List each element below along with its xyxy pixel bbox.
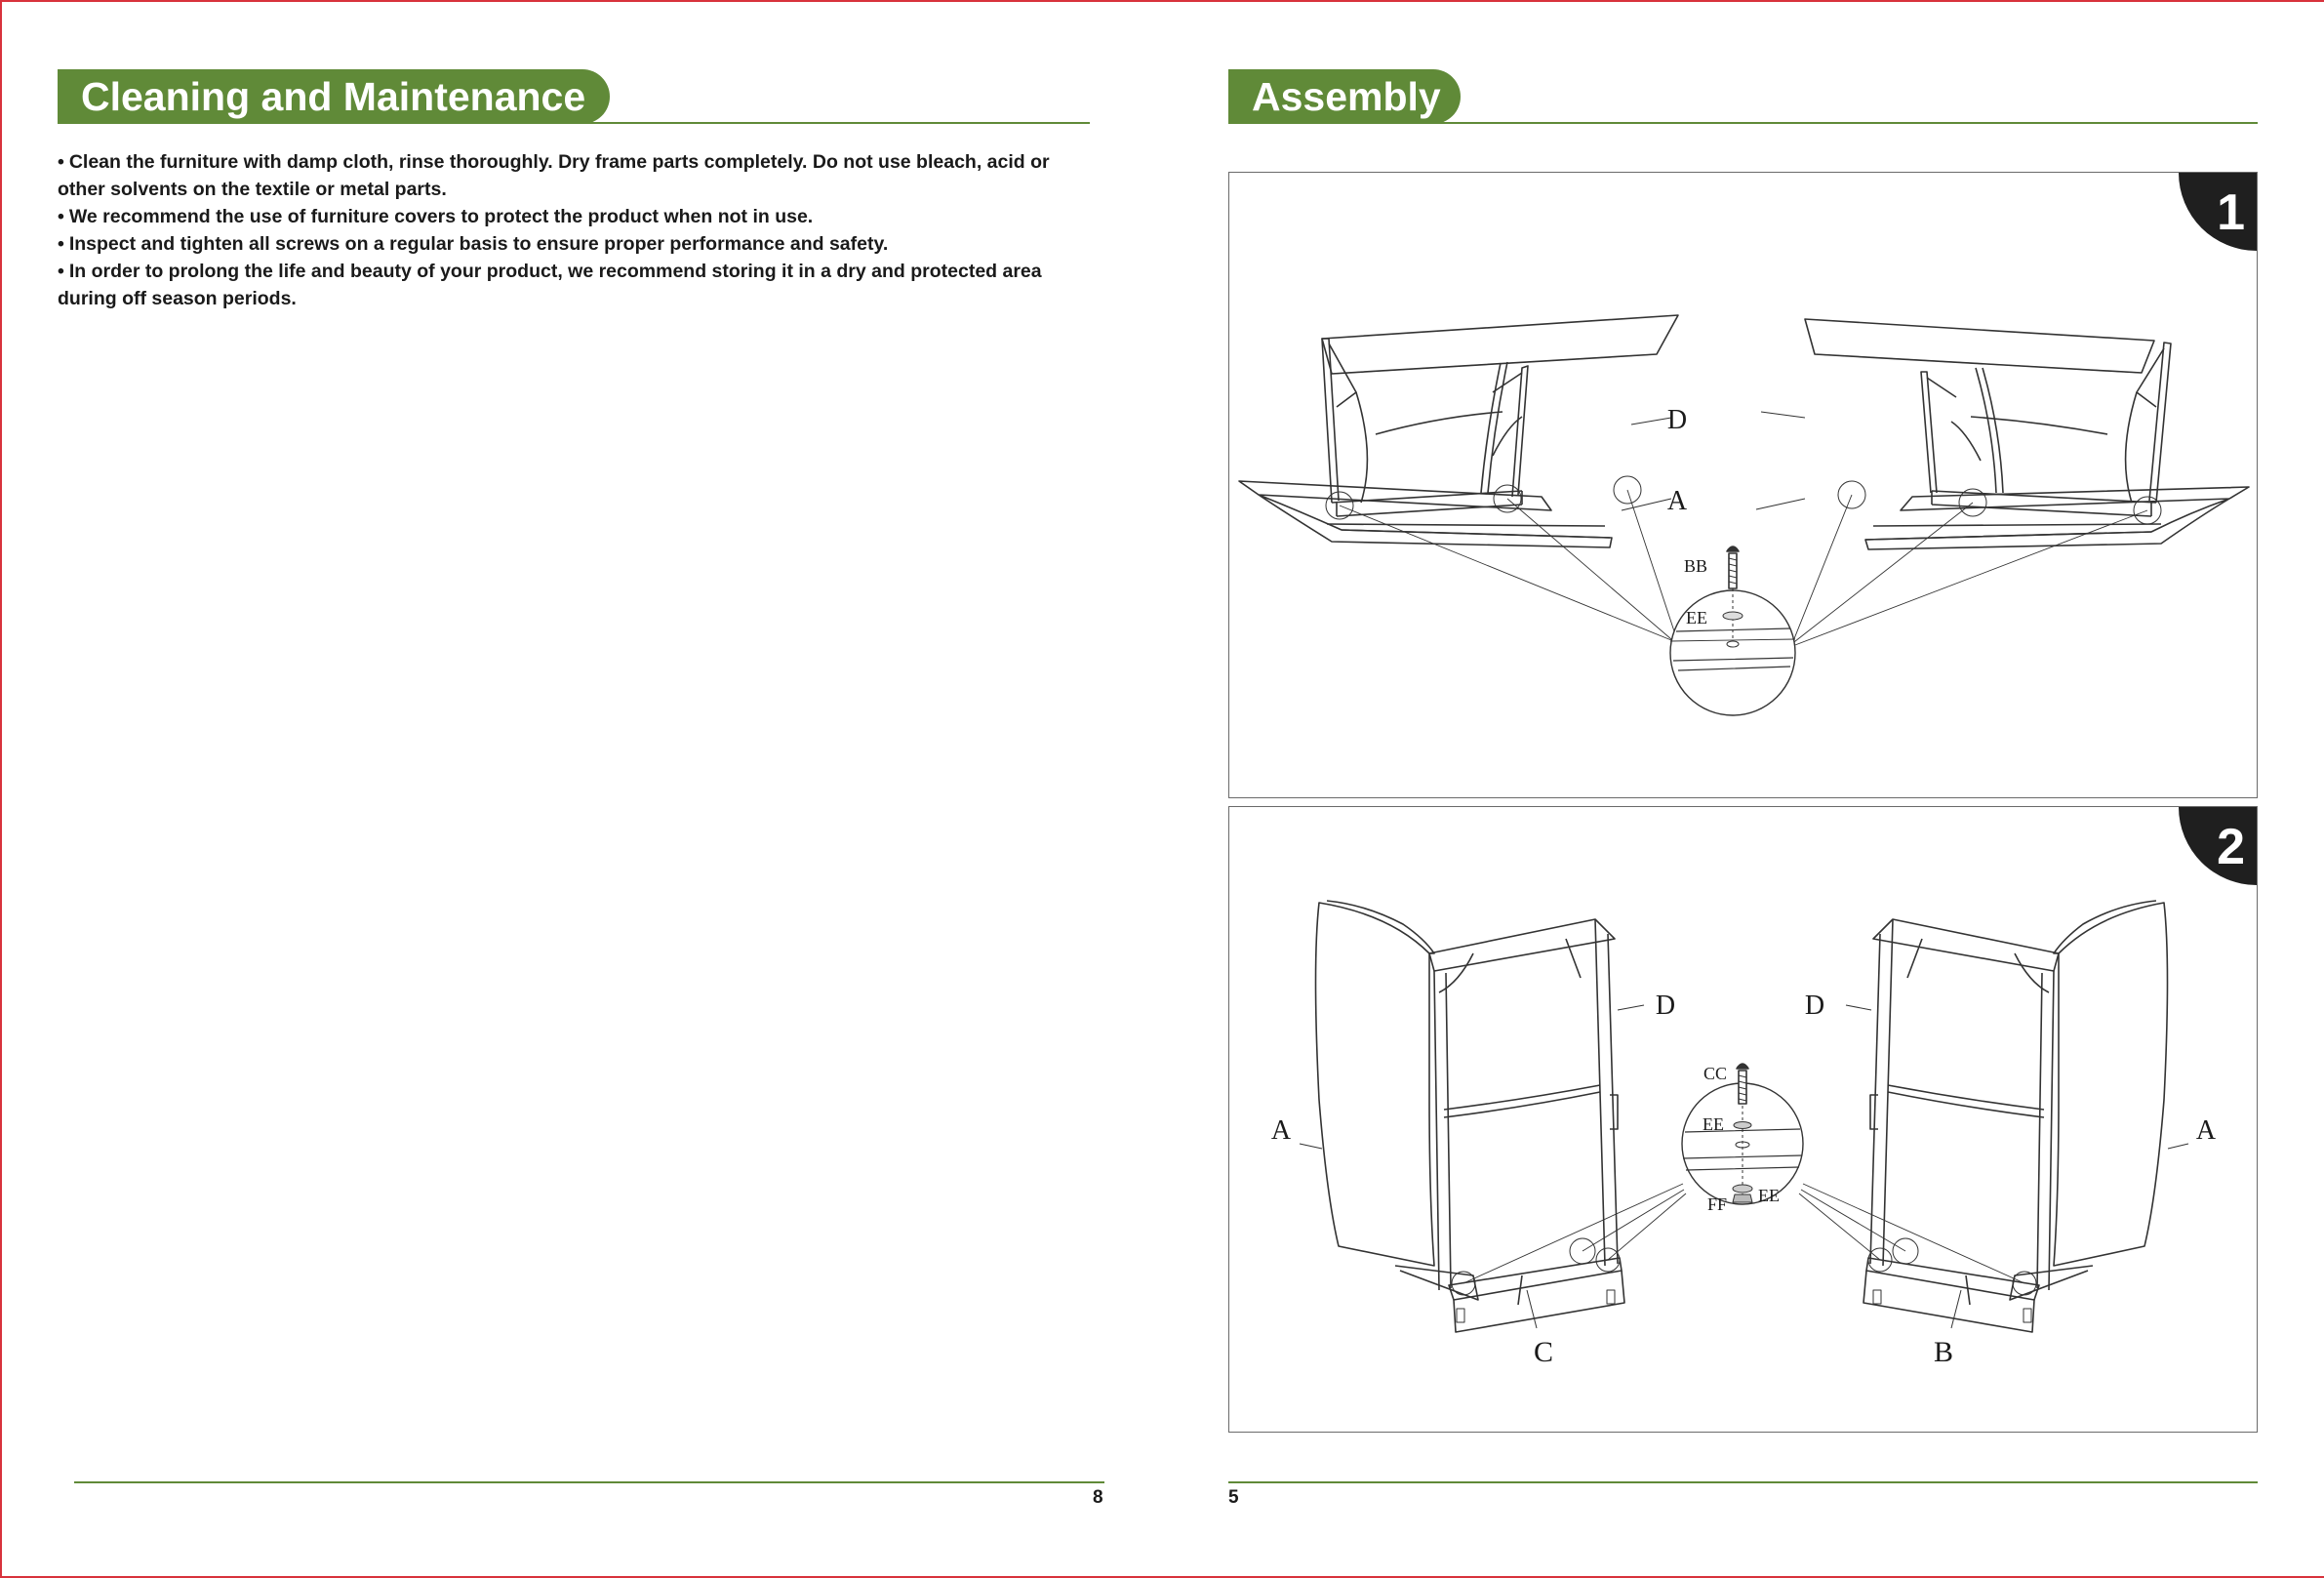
list-item: • Clean the furniture with damp cloth, rinse thoroughly. Dry frame parts completely. Do not use bleach, acid or other solvents on the textile or metal parts. [58,151,1050,200]
label-d-left: D [1655,991,1676,1021]
cleaning-heading: Cleaning and Maintenance [58,69,610,124]
page-number-left: 8 [1093,1487,1103,1508]
assembly-heading-rule [1228,122,2258,124]
label-b: B [1933,1336,1954,1368]
bullet-dot: • [58,261,64,282]
page-edge-top [0,0,2324,2]
cleaning-heading-rule [58,122,1090,124]
label-ee-bottom: EE [1758,1186,1780,1205]
step-number-badge: 1 [2179,173,2257,251]
list-item: • Inspect and tighten all screws on a regular basis to ensure proper performance and safety. [58,233,889,255]
assembly-heading: Assembly [1228,69,1461,124]
footer-rule-right [1228,1481,2258,1483]
step-2-diagram [1229,807,2258,1433]
label-bb: BB [1683,556,1707,576]
bullet-dot: • [58,206,64,227]
step-number-badge: 2 [2179,807,2257,885]
label-cc: CC [1703,1064,1727,1083]
label-c: C [1533,1336,1554,1368]
list-item: • We recommend the use of furniture covers to protect the product when not in use. [58,206,814,227]
assembly-step-2 [1228,806,2258,1433]
label-a-right: A [2195,1115,2217,1146]
label-d: D [1666,405,1688,435]
bullet-dot: • [58,151,64,173]
label-ff: FF [1706,1194,1727,1214]
page-edge-left [0,0,2,1578]
maintenance-list [58,148,1092,312]
label-a: A [1666,486,1688,516]
label-d-right: D [1804,991,1825,1021]
footer-rule-left [74,1481,1104,1483]
label-a-left: A [1270,1115,1292,1146]
page-number-right: 5 [1228,1487,1239,1508]
label-ee-top: EE [1703,1114,1724,1134]
bullet-dot: • [58,233,64,255]
list-item: • In order to prolong the life and beauty of your product, we recommend storing it in a dry and protected area during off season periods. [58,261,1042,309]
label-ee: EE [1686,608,1707,627]
step-1-diagram [1229,173,2258,798]
assembly-step-1 [1228,172,2258,798]
